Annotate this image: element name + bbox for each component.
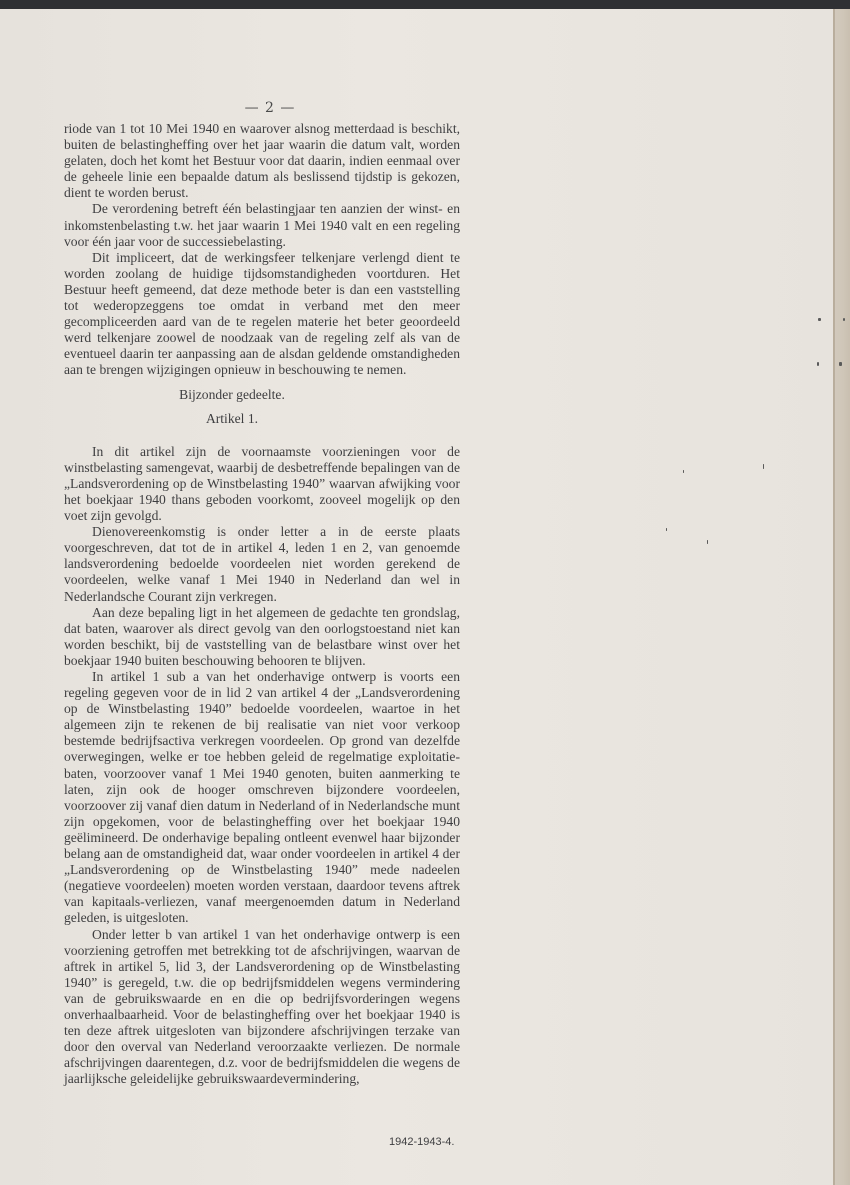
scan-top-border — [0, 0, 850, 9]
paragraph: Dit impliceert, dat de werkingsfeer telkenjare verlengd dient te worden zoolang de huidige tijdsomstandigheden voortduren. Het Bestuur heeft gemeend, dat deze methode beter is dan een vaststelling tot wederopzeggens toe omdat in verband met den meer gecompliceerden aard van de te regelen materie het beter geoordeeld werd telkenjare zoowel de noodzaak van de regeling zelf als van de eventueel daarin ter aanpassing aan de alsdan geldende omstandigheden aan te brengen wijzigingen opnieuw in beschouwing te nemen. — [64, 249, 460, 378]
article-heading: Artikel 1. — [205, 410, 259, 426]
page-number: — 2 — — [244, 100, 296, 116]
section-heading: Bijzonder gedeelte. — [179, 386, 285, 402]
paragraph: In artikel 1 sub a van het onderhavige ontwerp is voorts een regeling gegeven voor de in lid 2 van artikel 4 der „Landsverordening op de Winstbelasting 1940” bedoelde voordeelen, waartoe in het algemeen zijn te rekenen de bij realisatie van niet voor verkoop bestemde bedrijfsactiva verkregen voordeelen. Op grond van dezelfde overwegingen, welke er toe hebben geleid de regelmatige exploitatie-baten, voorzoover vanaf 1 Mei 1940 genoten, buiten aanmerking te laten, zijn ook de hooger omschreven bijzondere voordeelen, voorzoover zij vanaf dien datum in Nederland of in Nederlandsche munt zijn opgekomen, voor de belastingheffing over het boekjaar 1940 geëlimineerd. De onderhavige bepaling ontleent evenwel haar bijzonder belang aan de omstandigheid dat, waar onder voordeelen in artikel 4 der „Landsverordening op de Winstbelasting 1940” mede nadeelen (negatieve voordeelen) moeten worden verstaan, daardoor tevens aftrek van kapitaals-verliezen, vanaf meergenoemden datum in Nederland geleden, is uitgesloten. — [64, 669, 460, 926]
document-code: 1942-1943-4. — [389, 1136, 455, 1148]
scan-speck — [818, 318, 821, 321]
document-body — [64, 121, 460, 1087]
paragraph: Aan deze bepaling ligt in het algemeen de gedachte ten grondslag, dat baten, waarover als direct gevolg van den oorlogstoestand niet kan worden beschikt, bij de vaststelling van de belastbare winst over het boekjaar 1940 buiten beschouwing behooren te blijven. — [64, 604, 460, 668]
scan-speck — [707, 540, 708, 544]
paragraph: Dienovereenkomstig is onder letter a in de eerste plaats voorgeschreven, dat tot de in artikel 4, leden 1 en 2, van genoemde landsverordening bedoelde voordeelen niet worden gerekend de voordeelen, welke vanaf 1 Mei 1940 in Nederland dan wel in Nederlandsche Courant zijn verkregen. — [64, 524, 460, 604]
scan-speck — [683, 470, 684, 473]
scan-speck — [843, 318, 845, 321]
paragraph: In dit artikel zijn de voornaamste voorzieningen voor de winstbelasting samengevat, waarbij de desbetreffende bepalingen van de „Landsverordening op de Winstbelasting 1940” waarvan afwijking voor het boekjaar 1940 thans geboden voorkomt, zooveel mogelijk op den voet zijn gevolgd. — [64, 443, 460, 524]
page-edge — [833, 9, 850, 1185]
scan-speck — [839, 362, 842, 366]
scan-speck — [763, 464, 764, 469]
scan-speck — [817, 362, 819, 366]
paragraph: Onder letter b van artikel 1 van het onderhavige ontwerp is een voorziening getroffen met betrekking tot de afschrijvingen, waarvan de aftrek in artikel 5, lid 3, der Landsverordening op de Winstbelasting 1940” is geregeld, t.w. die op bedrijfsmiddelen wegens vermindering van de gebruikswaarde en en die op bedrijfsvorderingen wegens onverhaalbaarheid. Voor de belastingheffing over het boekjaar 1940 is ten deze aftrek uitgesloten van bijzondere afschrijvingen terzake van door den overval van Nederland veroorzaakte verliezen. De normale afschrijvingen daarentegen, d.z. voor de bedrijfsmiddelen die wegens de jaarlijksche geleidelijke gebruikswaardevermindering, — [64, 926, 460, 1087]
scan-speck — [666, 528, 667, 531]
paragraph: riode van 1 tot 10 Mei 1940 en waarover alsnog metterdaad is beschikt, buiten de belastingheffing over het jaar waarin die datum valt, worden gelaten, doch het komt het Bestuur voor dat daarin, indien eenmaal over de geheele linie een bepaalde datum als beslissend tijdstip is gekozen, dient te worden berust. — [64, 121, 460, 201]
paragraph: De verordening betreft één belastingjaar ten aanzien der winst- en inkomstenbelasting t.w. het jaar waarin 1 Mei 1940 valt en een regeling voor één jaar voor de successiebelasting. — [64, 201, 460, 249]
